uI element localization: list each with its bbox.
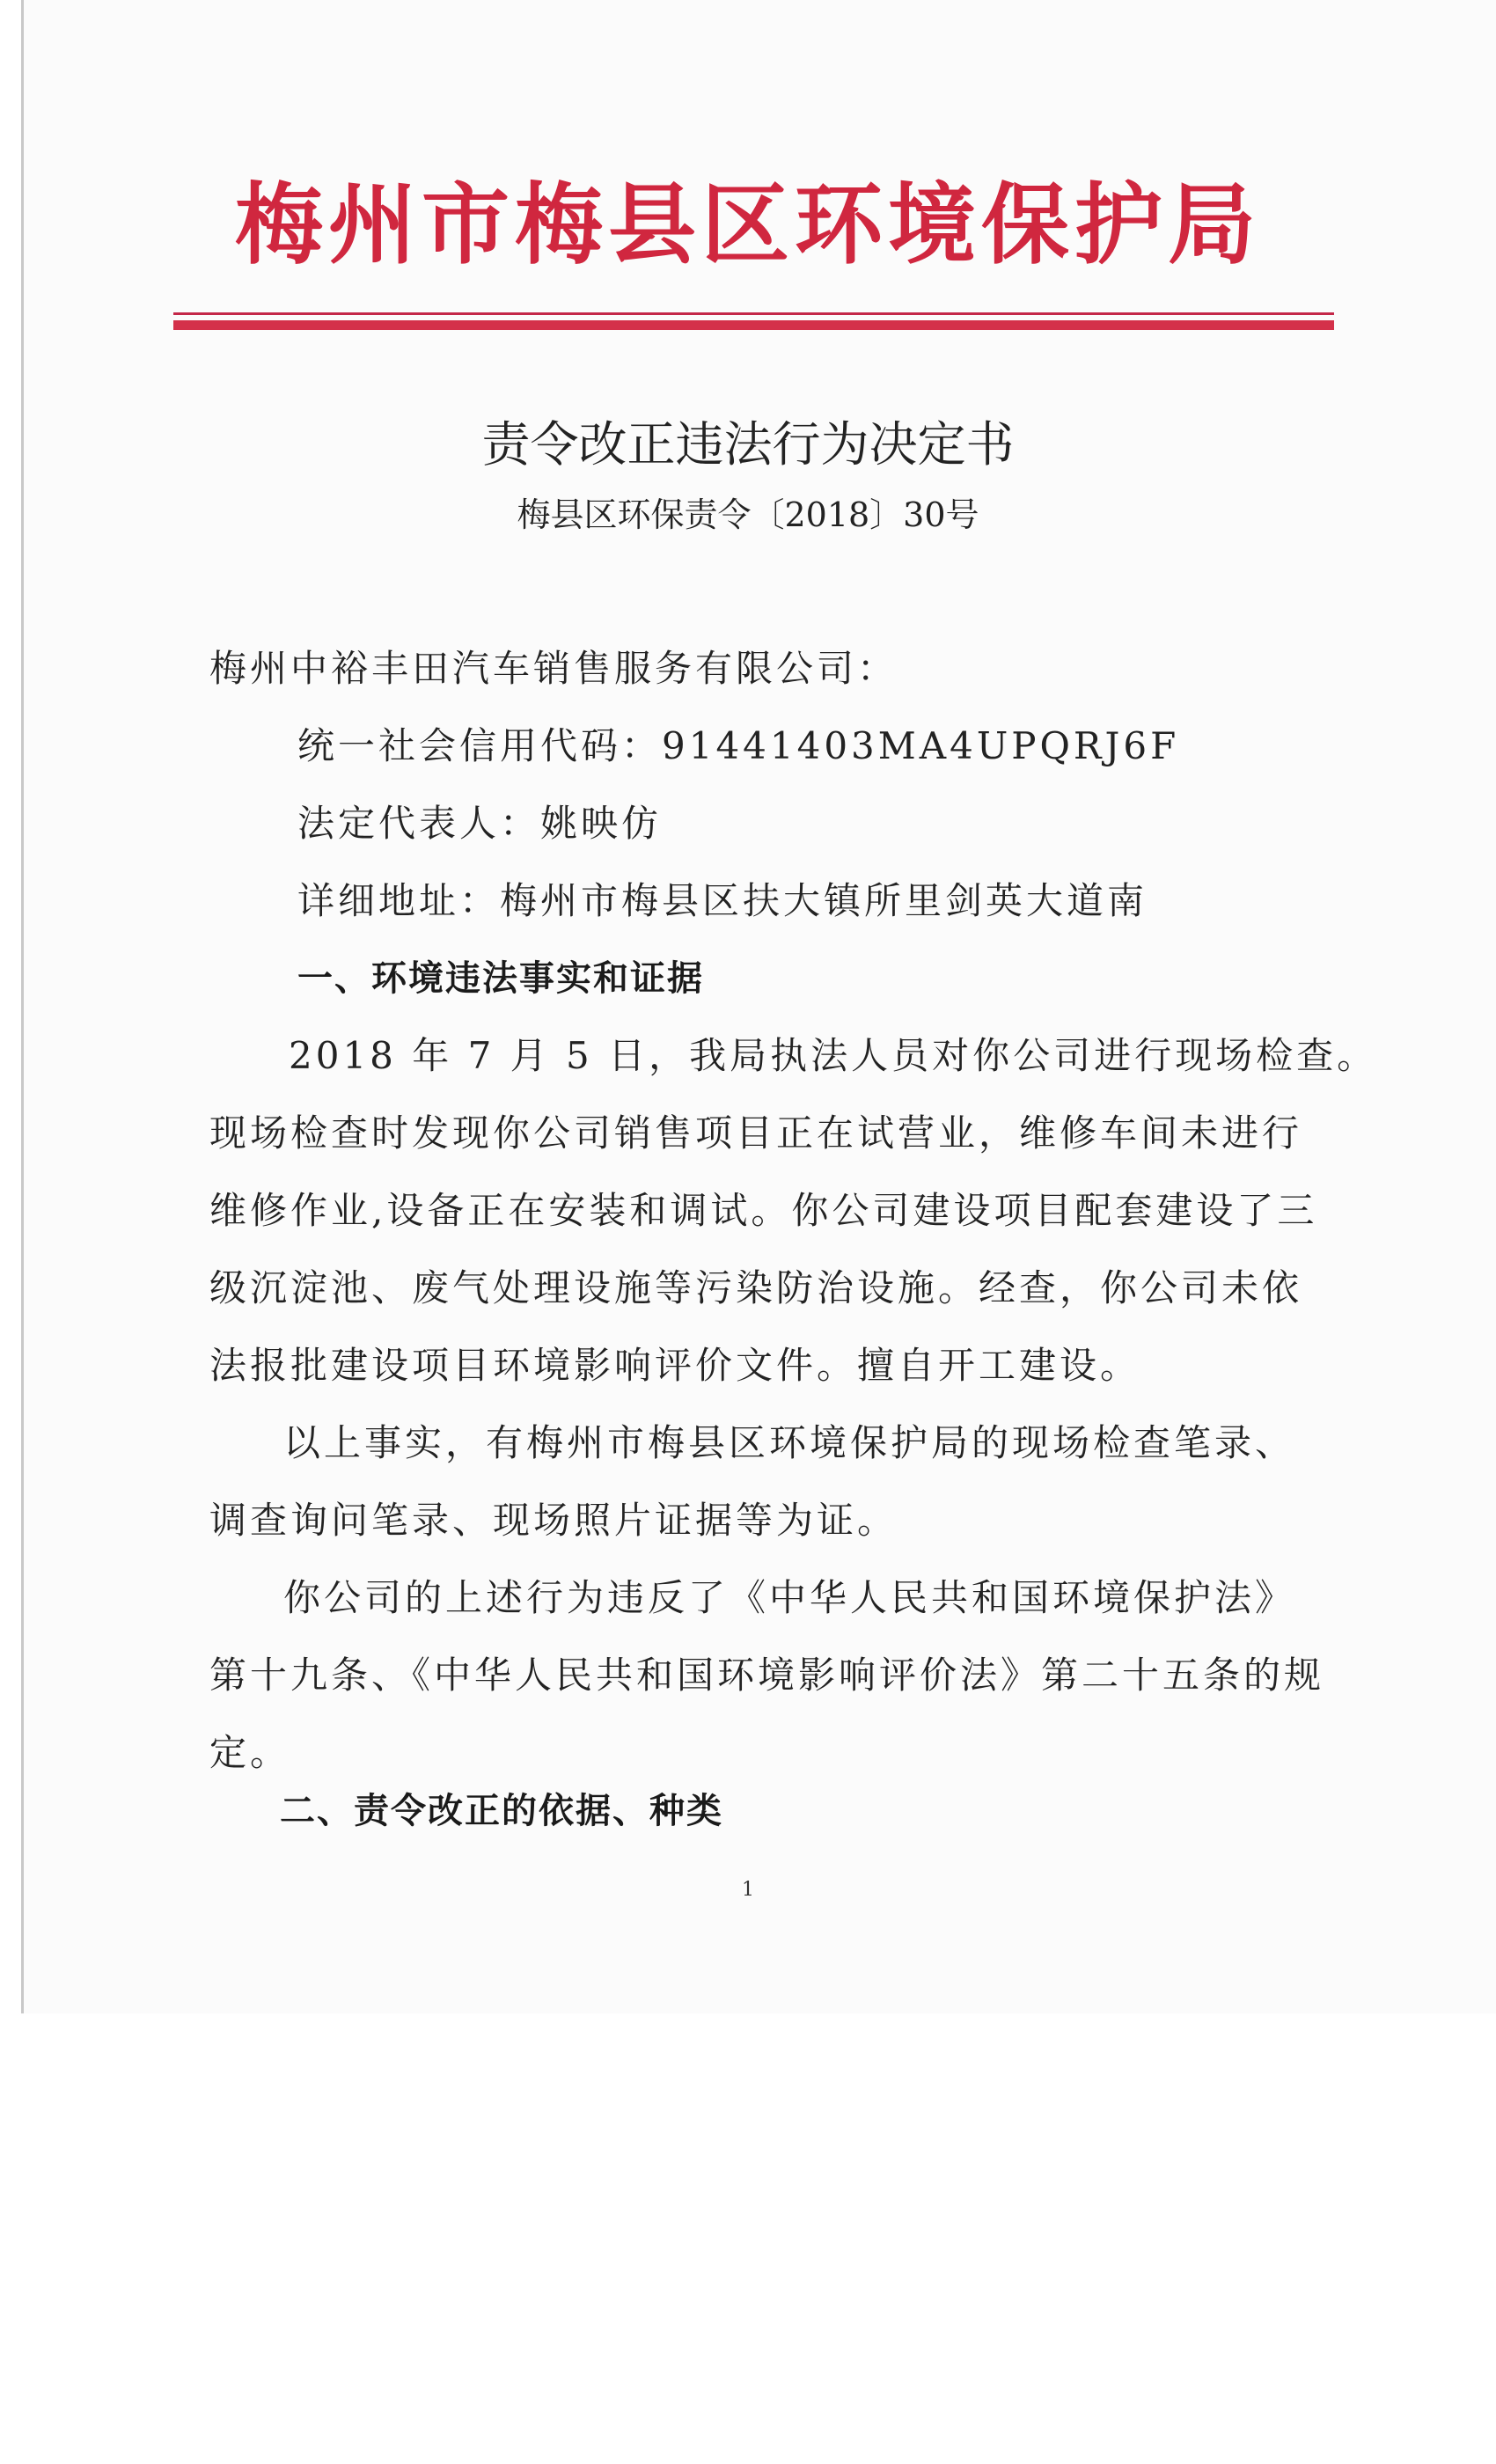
page-number: 1 <box>742 1879 754 1901</box>
facts-line: 现场检查时发现你公司销售项目正在试营业，维修车间未进行 <box>209 1111 1303 1155</box>
evidence-line: 调查询问笔录、现场照片证据等为证。 <box>209 1499 898 1542</box>
facts-line: 维修作业,设备正在安装和调试。你公司建设项目配套建设了三 <box>209 1189 1318 1232</box>
credit-code: 统一社会信用代码：91441403MA4UPQRJ6F <box>297 724 1180 767</box>
facts-line: 级沉淀池、废气处理设施等污染防治设施。经查，你公司未依 <box>209 1266 1303 1309</box>
evidence-line: 以上事实，有梅州市梅县区环境保护局的现场检查笔录、 <box>283 1421 1296 1464</box>
section2-heading: 二、责令改正的依据、种类 <box>280 1791 723 1831</box>
document-title: 责令改正违法行为决定书 <box>481 416 1015 473</box>
section1-heading: 一、环境违法事实和证据 <box>297 958 704 999</box>
document-number: 梅县区环保责令〔2018〕30号 <box>517 495 979 534</box>
facts-line: 法报批建设项目环境影响评价文件。擅自开工建设。 <box>209 1344 1141 1387</box>
facts-line: 2018 年 7 月 5 日，我局执法人员对你公司进行现场检查。 <box>289 1034 1378 1077</box>
masthead-rule-thick <box>173 320 1334 330</box>
violation-line: 你公司的上述行为违反了《中华人民共和国环境保护法》 <box>283 1576 1296 1619</box>
masthead-rule-thin <box>173 312 1334 315</box>
legal-representative: 法定代表人：姚映仿 <box>297 802 663 845</box>
violation-line: 第十九条、《中华人民共和国环境影响评价法》第二十五条的规 <box>209 1654 1325 1697</box>
scanned-page <box>21 0 1496 2013</box>
recipient-name: 梅州中裕丰田汽车销售服务有限公司： <box>209 647 898 690</box>
address: 详细地址：梅州市梅县区扶大镇所里剑英大道南 <box>297 879 1148 922</box>
agency-masthead: 梅州市梅县区环境保护局 <box>235 172 1261 276</box>
violation-line: 定。 <box>209 1731 291 1774</box>
